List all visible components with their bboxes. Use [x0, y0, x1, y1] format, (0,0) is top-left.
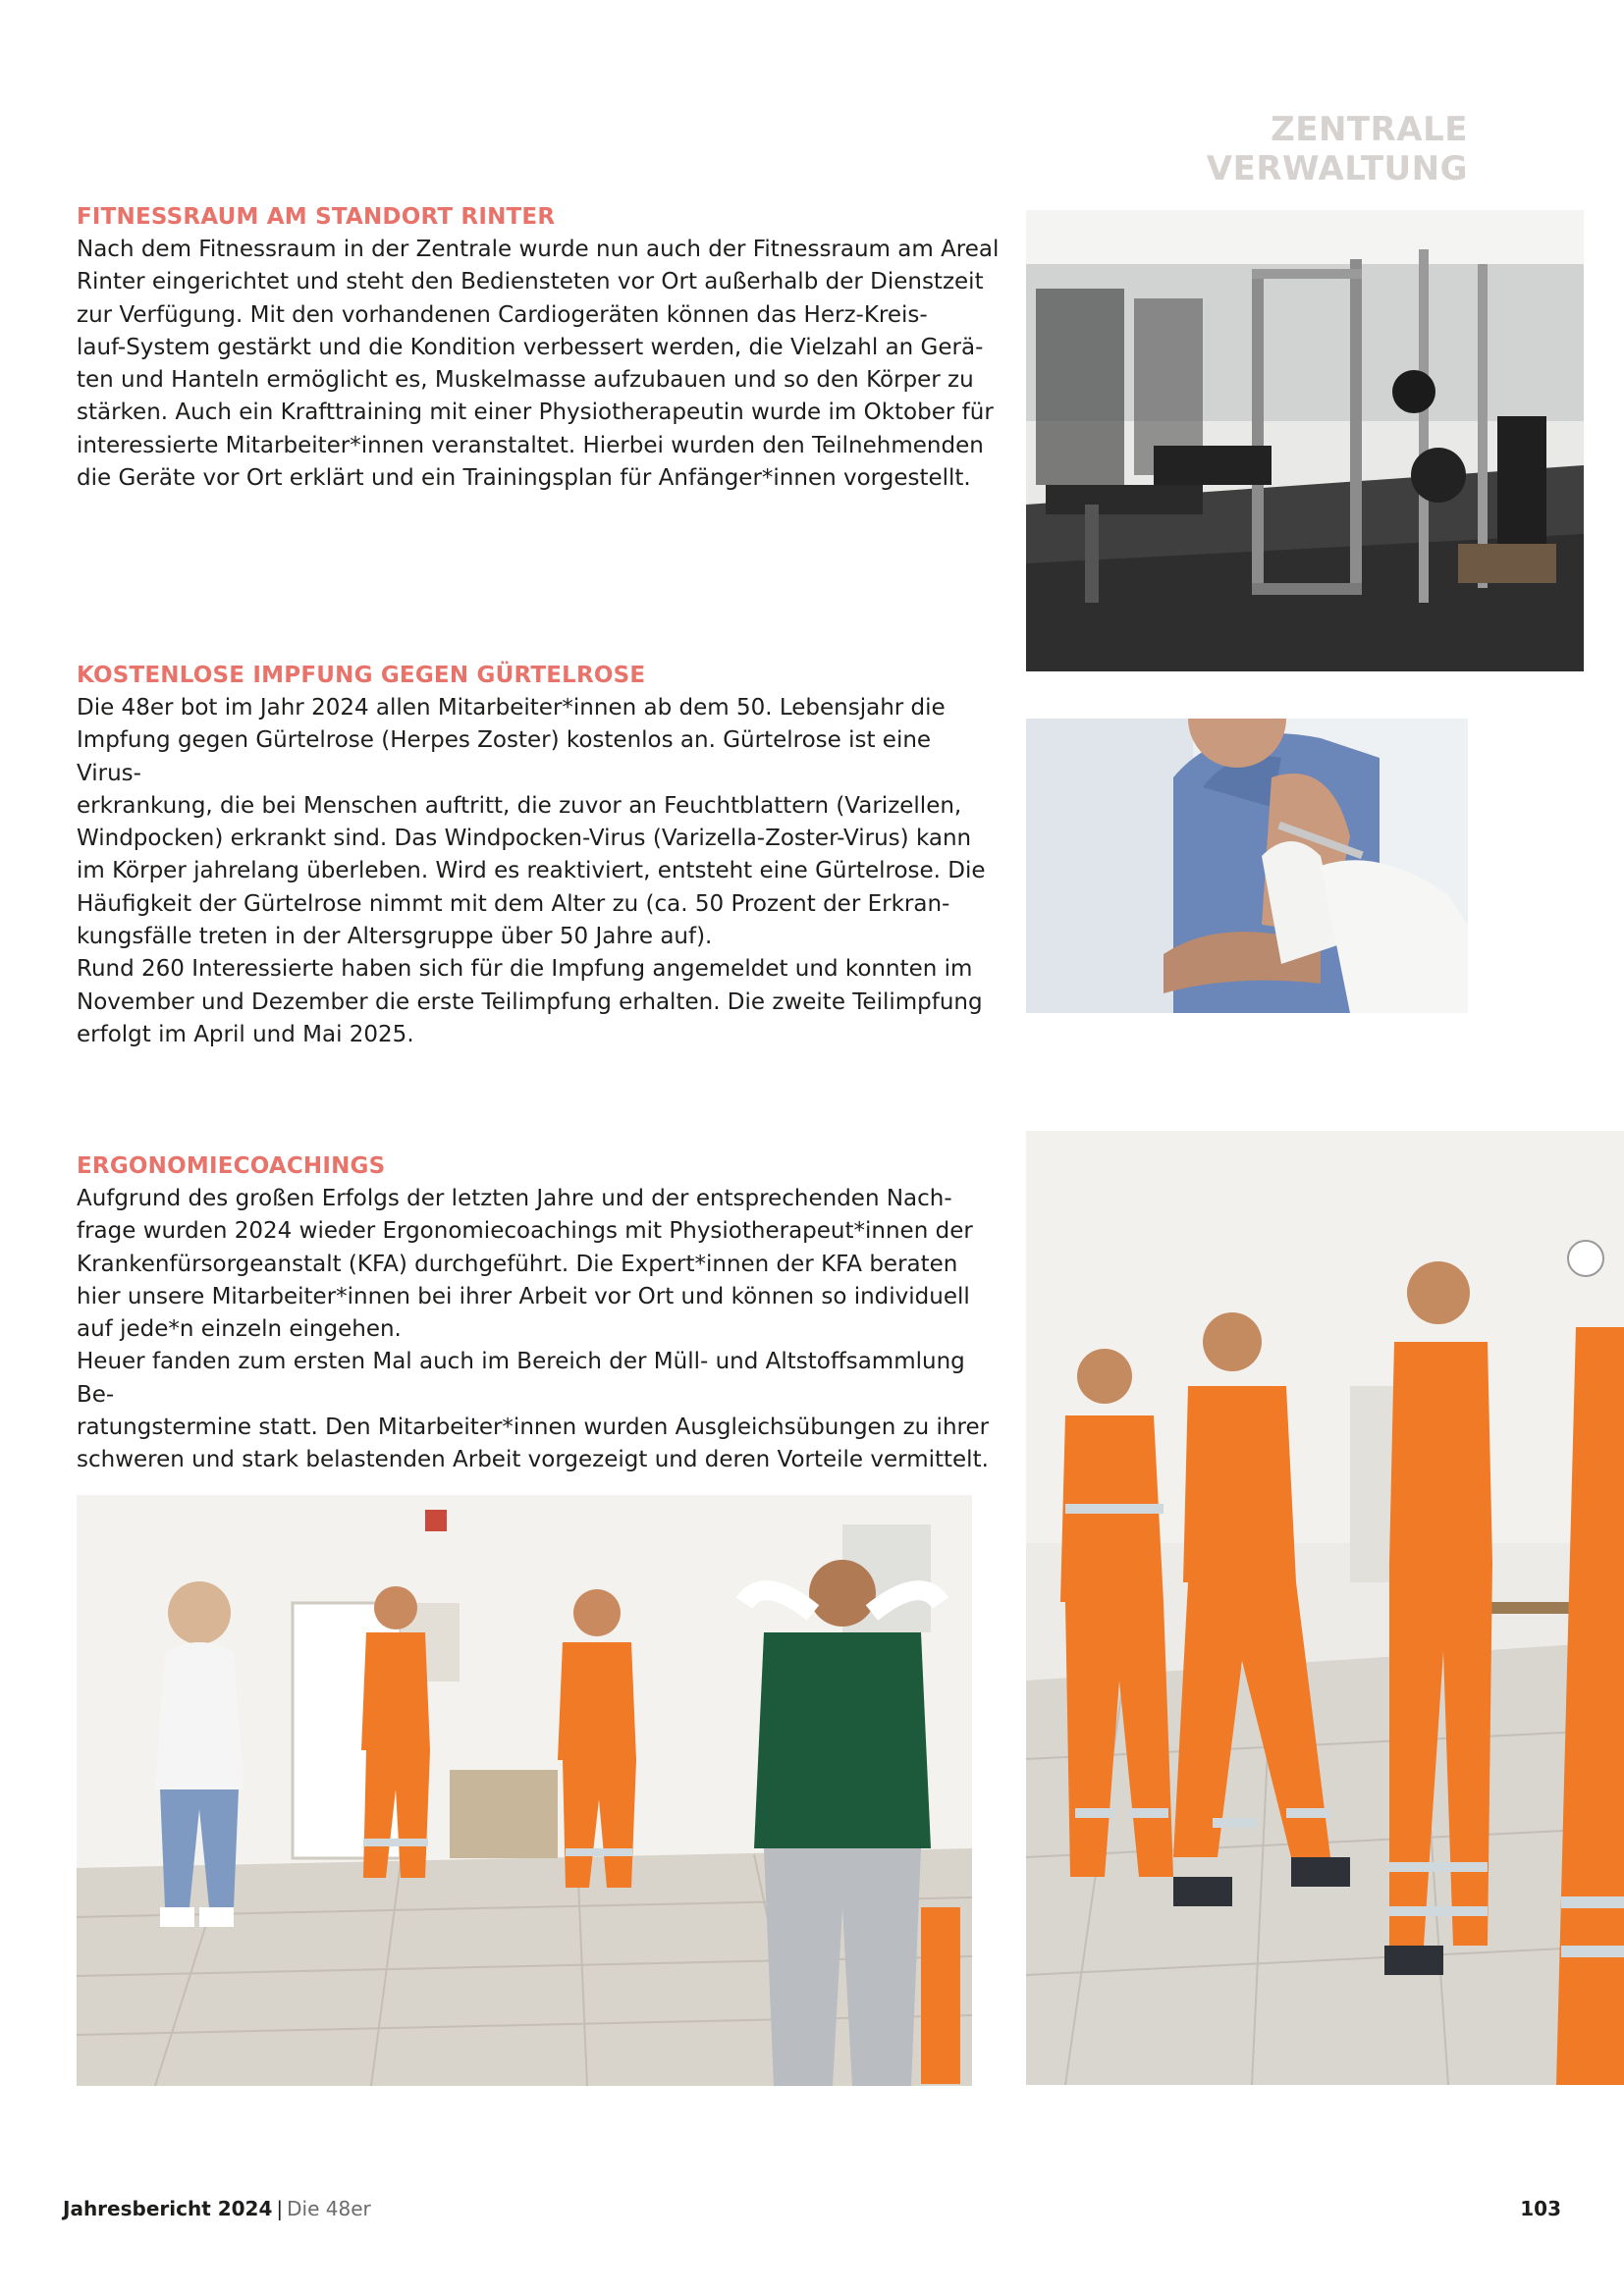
text-line: erfolgt im April und Mai 2025.: [77, 1021, 414, 1047]
text-line: kungsfälle treten in der Altersgruppe über 50 Jahre auf).: [77, 924, 713, 950]
text-line: Nach dem Fitnessraum in der Zentrale wurde nun auch der Fitnessraum am Areal: [77, 237, 1000, 262]
text-line: erkrankung, die bei Menschen auftritt, die zuvor an Feuchtblattern (Varizellen,: [77, 792, 962, 819]
article-vaccination: [77, 663, 1000, 1051]
vaccination-photo: [1026, 719, 1468, 1013]
text-line: ratungstermine statt. Den Mitarbeiter*innen wurden Ausgleichsübungen zu ihrer: [77, 1415, 990, 1441]
text-line: Häufigkeit der Gürtelrose nimmt mit dem Alter zu (ca. 50 Prozent der Erkran-: [77, 890, 950, 917]
text-line: hier unsere Mitarbeiter*innen bei ihrer Arbeit vor Ort und können so individuell: [77, 1283, 970, 1309]
article-heading: ERGONOMIECOACHINGS: [77, 1153, 386, 1179]
article-body: [77, 1183, 1000, 1477]
ergonomics-group-photo: [77, 1495, 972, 2086]
text-line: November und Dezember die erste Teilimpfung erhalten. Die zweite Teilimpfung: [77, 988, 983, 1015]
text-line: Aufgrund des großen Erfolgs der letzten Jahre und der entsprechenden Nach-: [77, 1186, 952, 1211]
text-line: Rund 260 Interessierte haben sich für die Impfung angemeldet und konnten im: [77, 956, 973, 983]
text-line: zur Verfügung. Mit den vorhandenen Cardiogeräten können das Herz-Kreis-: [77, 301, 928, 328]
section-label: ZENTRALE VERWALTUNG: [1206, 110, 1468, 188]
article-heading: KOSTENLOSE IMPFUNG GEGEN GÜRTELROSE: [77, 663, 646, 688]
text-line: stärken. Auch ein Krafttraining mit einer Physiotherapeutin wurde im Oktober für: [77, 400, 994, 426]
text-line: im Körper jahrelang überleben. Wird es reaktiviert, entsteht eine Gürtelrose. Die: [77, 858, 986, 884]
article-body: [77, 234, 1000, 495]
page-number: 103: [1520, 2197, 1561, 2220]
text-line: Windpocken) erkrankt sind. Das Windpocken-Virus (Varizella-Zoster-Virus) kann: [77, 826, 972, 852]
article-heading: FITNESSRAUM AM STANDORT RINTER: [77, 204, 556, 230]
text-line: Impfung gegen Gürtelrose (Herpes Zoster) kostenlos an. Gürtelrose ist eine Virus-: [77, 727, 932, 786]
text-line: Die 48er bot im Jahr 2024 allen Mitarbeiter*innen ab dem 50. Lebensjahr die: [77, 695, 946, 721]
text-line: Rinter eingerichtet und steht den Bediensteten vor Ort außerhalb der Dienstzeit: [77, 269, 984, 295]
footer-org-name: Die 48er: [287, 2197, 371, 2220]
footer-report-title: Jahresbericht 2024: [63, 2197, 273, 2220]
text-line: Krankenfürsorgeanstalt (KFA) durchgeführt. Die Expert*innen der KFA beraten: [77, 1251, 958, 1277]
text-line: lauf-System gestärkt und die Kondition verbessert werden, die Vielzahl an Gerä-: [77, 334, 984, 360]
gym-photo: [1026, 210, 1584, 671]
footer-separator: |: [276, 2197, 284, 2220]
article-ergonomics: [77, 1153, 1000, 1477]
text-line: ten und Hanteln ermöglicht es, Muskelmasse aufzubauen und so den Körper zu: [77, 367, 974, 394]
footer-report-info: [63, 2197, 371, 2220]
text-line: frage wurden 2024 wieder Ergonomiecoachings mit Physiotherapeut*innen der: [77, 1218, 973, 1245]
article-fitness: [77, 204, 1000, 495]
text-line: Heuer fanden zum ersten Mal auch im Bereich der Müll- und Altstoffsammlung Be-: [77, 1349, 965, 1408]
text-line: schweren und stark belastenden Arbeit vorgezeigt und deren Vorteile vermittelt.: [77, 1447, 989, 1473]
article-body: [77, 692, 1000, 1051]
text-line: die Geräte vor Ort erklärt und ein Trainingsplan für Anfänger*innen vorgestellt.: [77, 465, 971, 492]
text-line: interessierte Mitarbeiter*innen veranstaltet. Hierbei wurden den Teilnehmenden: [77, 432, 984, 458]
ergonomics-workers-photo: [1026, 1131, 1624, 2085]
text-line: auf jede*n einzeln eingehen.: [77, 1316, 402, 1343]
